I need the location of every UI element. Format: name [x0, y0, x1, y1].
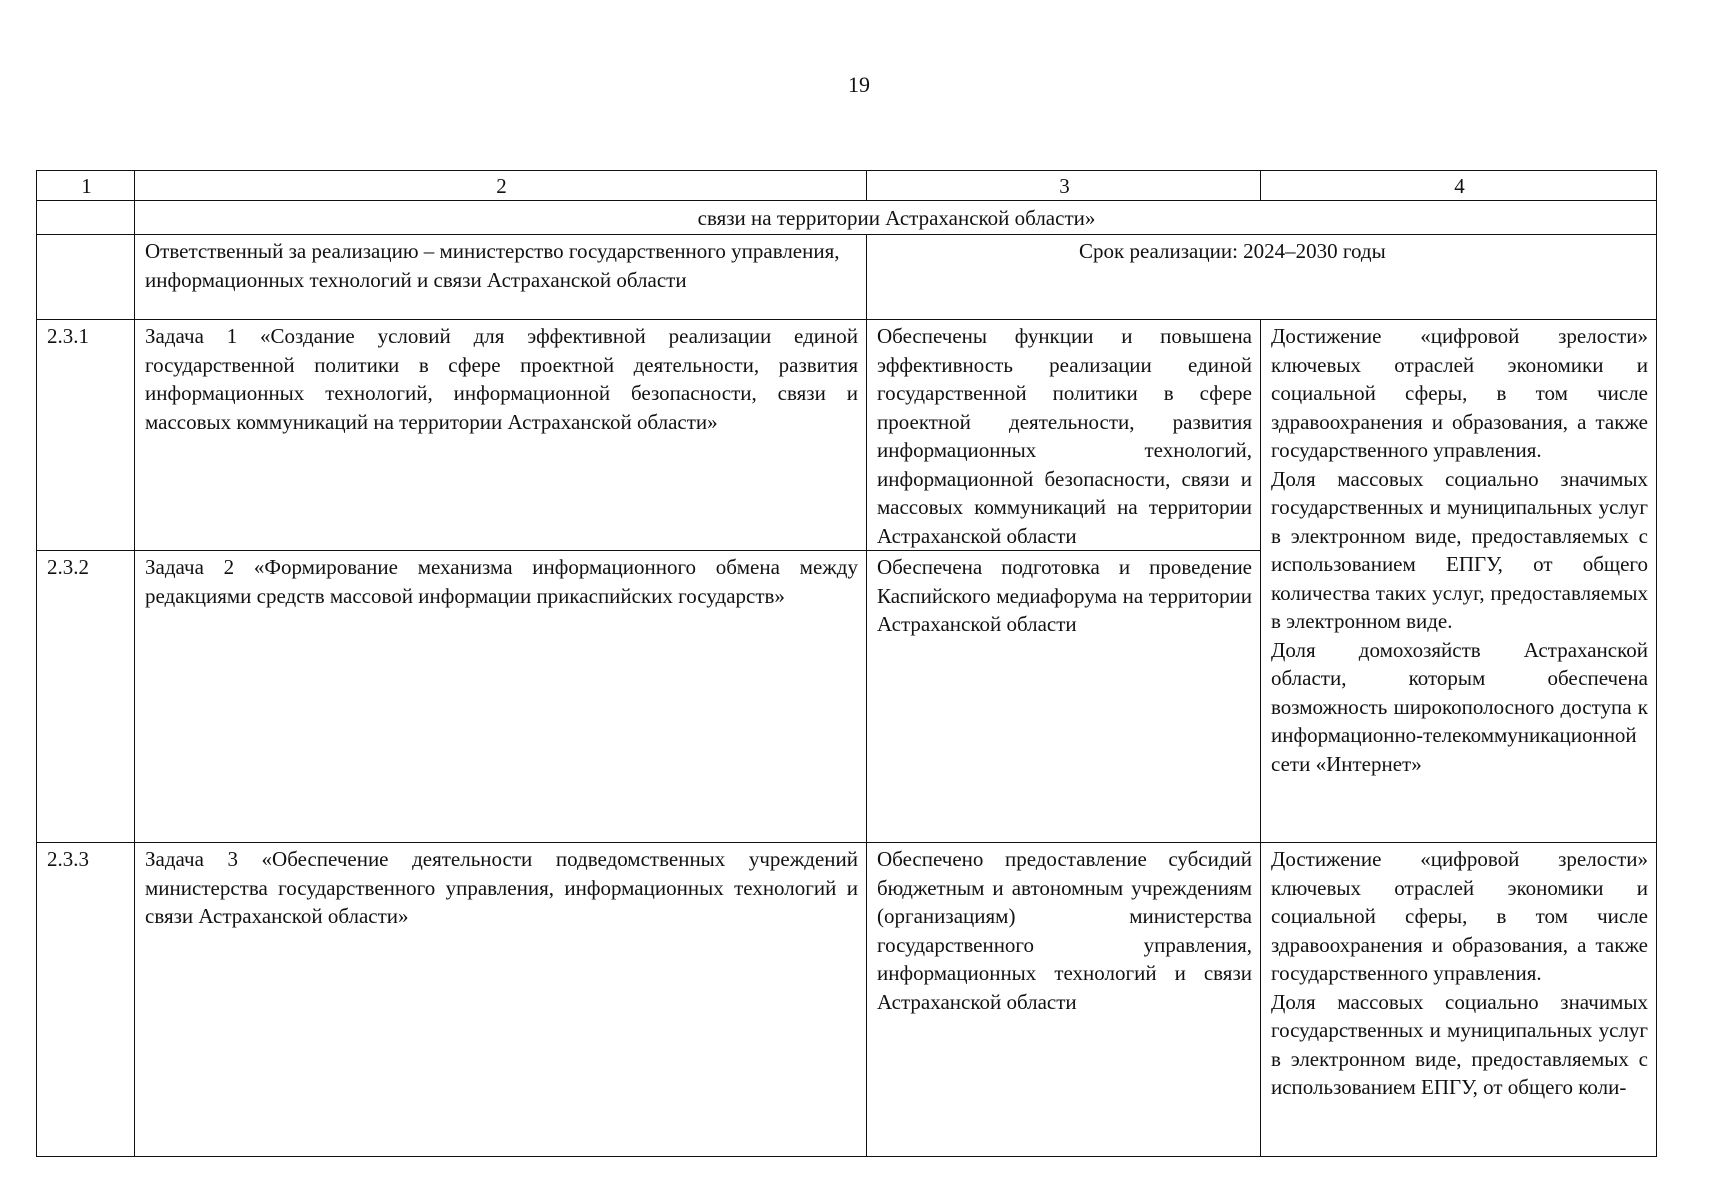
indicators-cell	[1261, 843, 1657, 1157]
empty-code-cell	[37, 201, 135, 235]
result-cell: Обеспечена подготовка и проведение Каспийского медиафорума на территории Астраханской области	[867, 551, 1261, 843]
column-number-3: 3	[867, 171, 1261, 201]
column-number-1: 1	[37, 171, 135, 201]
column-number-row	[37, 171, 1657, 201]
period-text: Срок реализации: 2024–2030 годы	[1079, 239, 1386, 263]
task-cell: Задача 3 «Обеспечение деятельности подведомственных учреждений министерства государственного управления, информационных технологий и связи Астраханской области»	[135, 843, 867, 1157]
row-code: 2.3.2	[37, 551, 135, 843]
result-cell: Обеспечены функции и повышена эффективность реализации единой государственной политики в сфере проектной деятельности, развития информационных технологий, информационной безопасности, связи и массовых коммуникаций на территории Астраханской области	[867, 320, 1261, 551]
indicator-item: Доля домохозяйств Астраханской области, которым обеспечена возможность широкополосного доступа к информационно-телекоммуникационной сети «Интернет»	[1271, 637, 1648, 776]
row-code: 2.3.3	[37, 843, 135, 1157]
indicator-item: Достижение «цифровой зрелости» ключевых отраслей экономики и социальной сферы, в том числе здравоохранения и образования, а также государственного управления.	[1271, 324, 1648, 462]
period-cell	[867, 235, 1657, 320]
responsible-cell: Ответственный за реализацию – министерство государственного управления, информационных технологий и связи Астраханской области	[135, 235, 867, 320]
table-row	[37, 843, 1657, 1157]
section-title: связи на территории Астраханской области»	[135, 201, 1657, 235]
indicator-item: Доля массовых социально значимых государственных и муниципальных услуг в электронном виде, предоставляемых с использованием ЕПГУ, от общего коли-	[1271, 989, 1648, 1099]
task-cell: Задача 1 «Создание условий для эффективной реализации единой государственной политики в сфере проектной деятельности, развития информационных технологий, информационной безопасности, связи и массовых коммуникаций на территории Астраханской области»	[135, 320, 867, 551]
indicator-item: Доля массовых социально значимых государственных и муниципальных услуг в электронном виде, предоставляемых с использованием ЕПГУ, от общего количества таких услуг, предоставляемых в электронном виде.	[1271, 466, 1648, 633]
responsible-row	[37, 235, 1657, 320]
program-table	[36, 170, 1657, 1157]
indicator-item: Достижение «цифровой зрелости» ключевых отраслей экономики и социальной сферы, в том числе здравоохранения и образования, а также государственного управления.	[1271, 847, 1648, 985]
task-cell: Задача 2 «Формирование механизма информационного обмена между редакциями средств массовой информации прикаспийских государств»	[135, 551, 867, 843]
result-cell: Обеспечено предоставление субсидий бюджетным и автономным учреждениям (организациям) министерства государственного управления, информационных технологий и связи Астраханской области	[867, 843, 1261, 1157]
page-number-text: 19	[848, 72, 870, 97]
indicators-cell	[1261, 320, 1657, 843]
column-number-2: 2	[135, 171, 867, 201]
section-title-row	[37, 201, 1657, 235]
table-row	[37, 320, 1657, 551]
column-number-4: 4	[1261, 171, 1657, 201]
empty-code-cell	[37, 235, 135, 320]
row-code: 2.3.1	[37, 320, 135, 551]
